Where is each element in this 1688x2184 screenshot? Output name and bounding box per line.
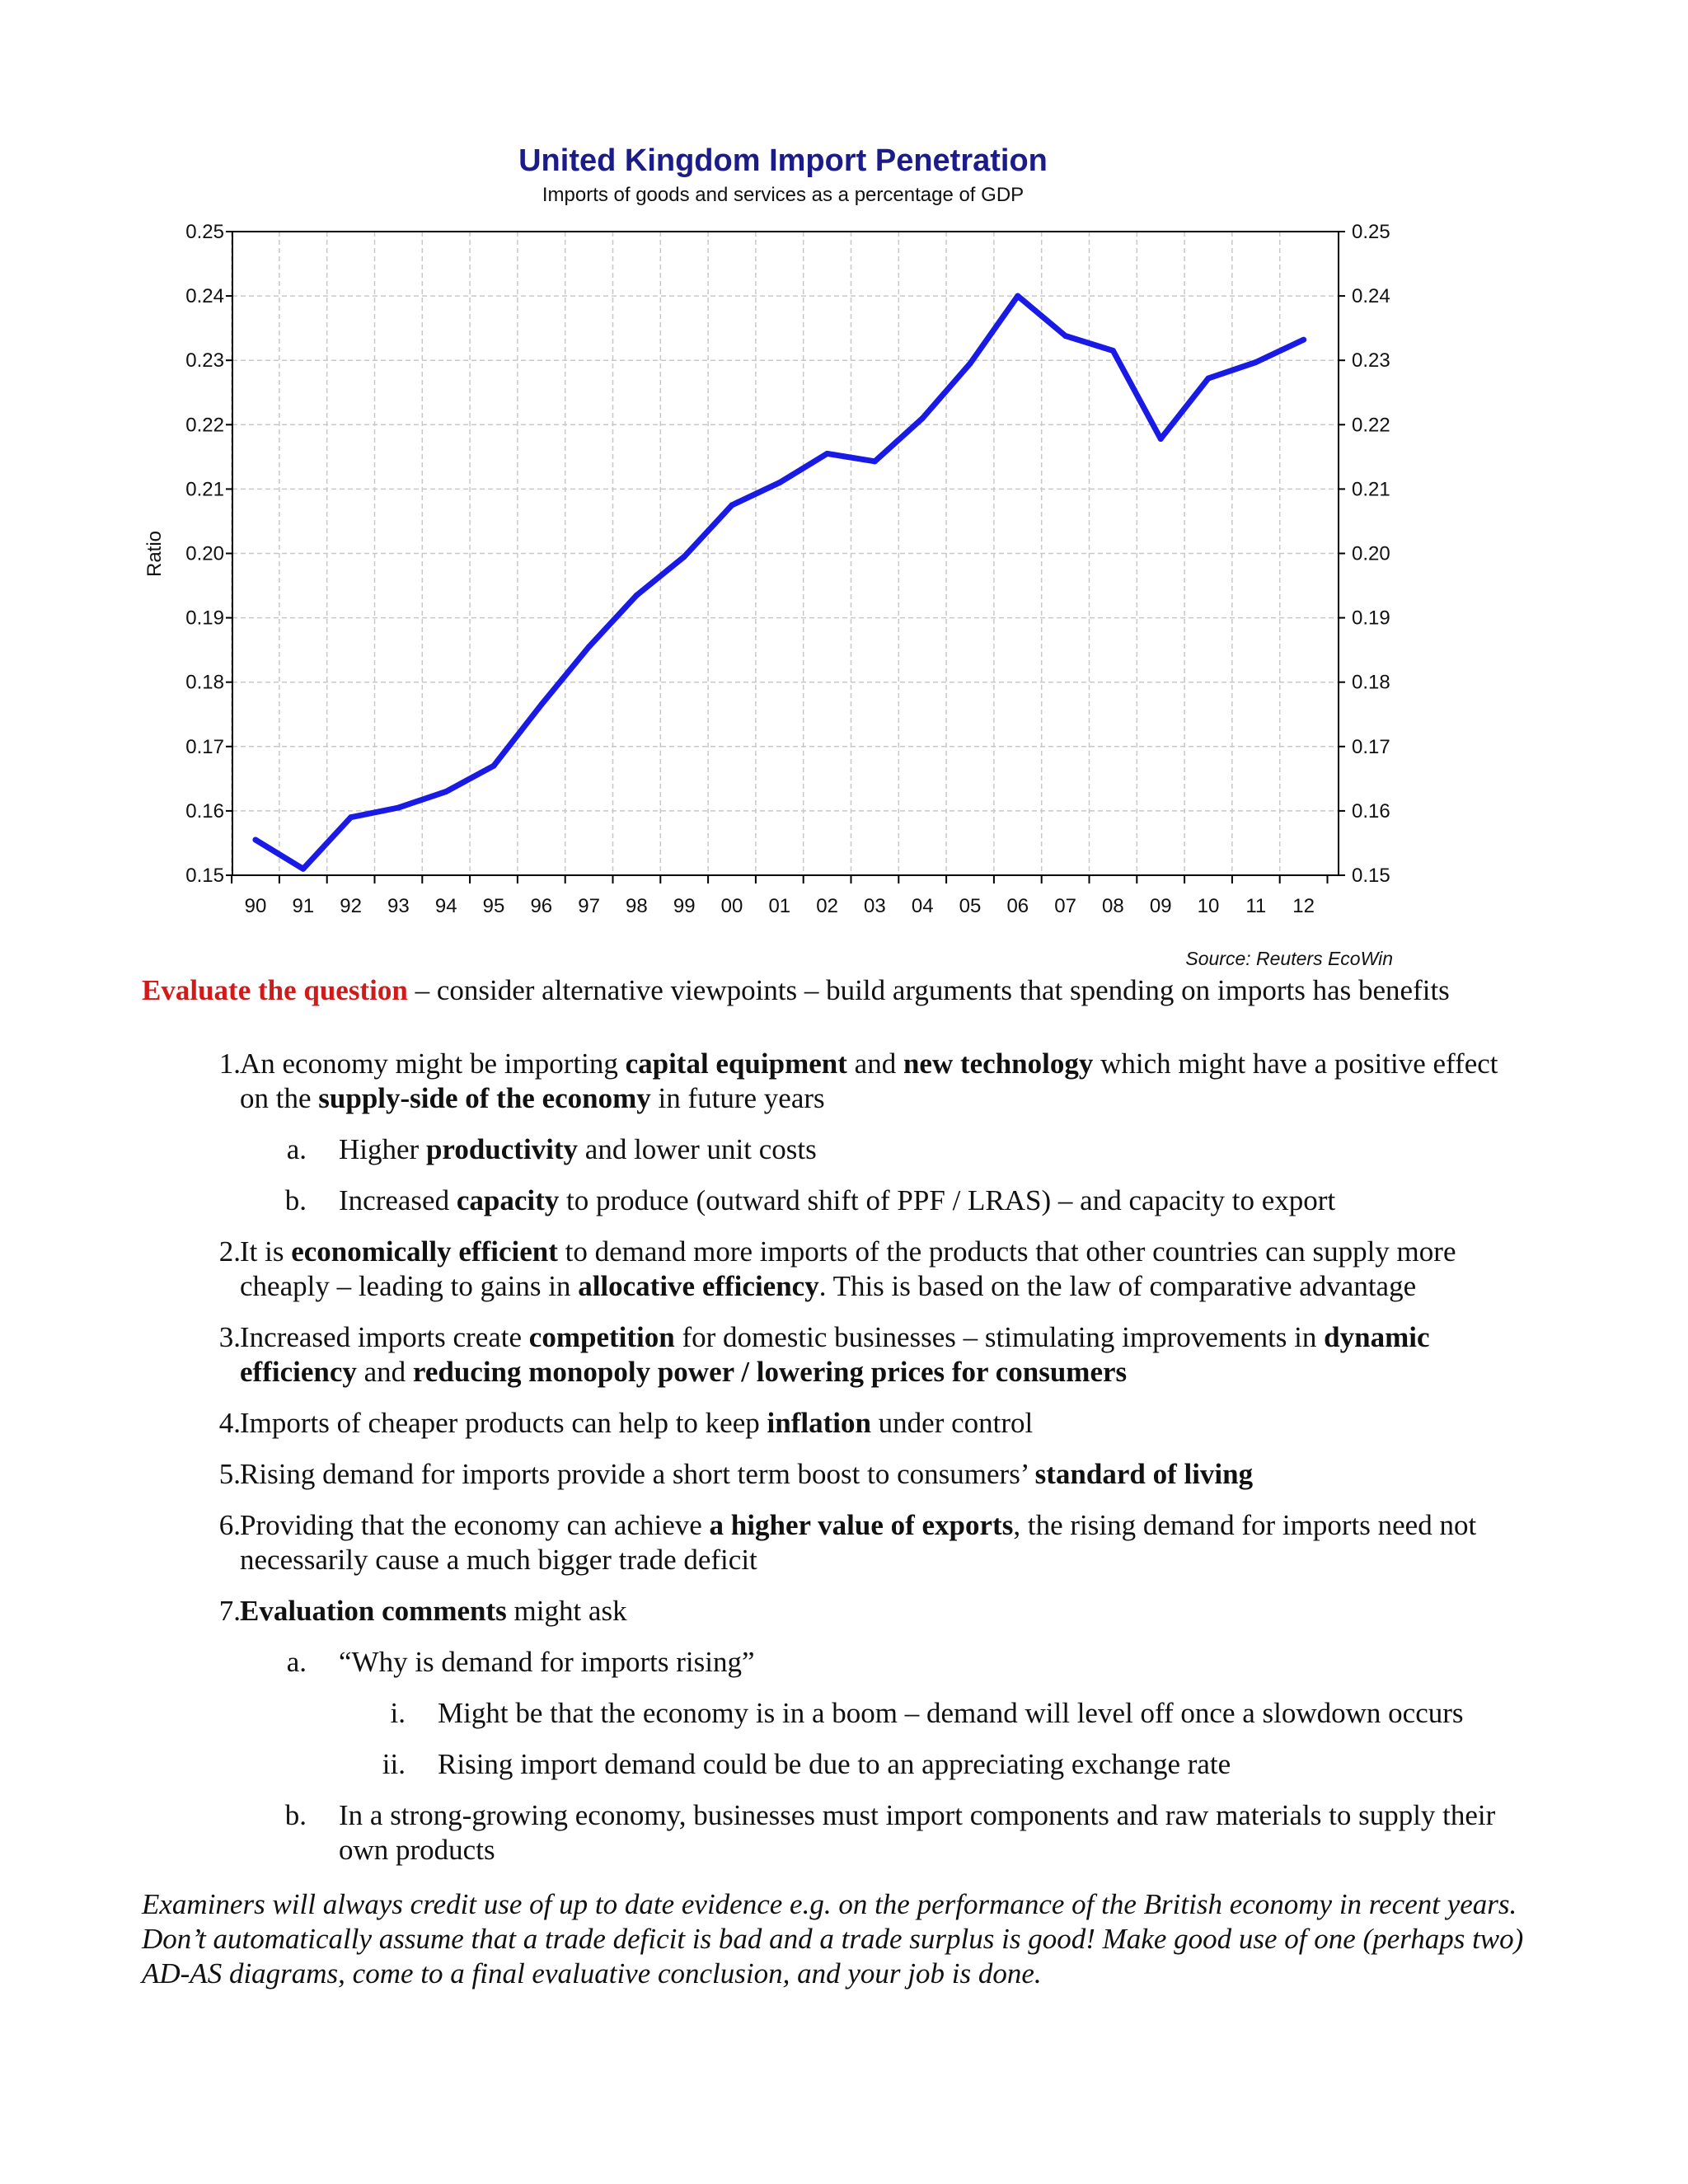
x-tick-label: 90	[244, 895, 267, 917]
data-point	[300, 866, 306, 872]
data-point	[1253, 359, 1259, 365]
x-tick-label: 94	[434, 895, 457, 917]
y-axis-left	[185, 221, 224, 887]
x-tick-label: 95	[482, 895, 505, 917]
list-item-text: “Why is demand for imports rising”	[339, 1646, 755, 1678]
x-tick-label: 98	[626, 895, 648, 917]
data-point	[1158, 436, 1164, 442]
y-tick-label-right: 0.21	[1352, 478, 1390, 501]
y-tick-label-right: 0.17	[1352, 735, 1390, 758]
list-item-text: Increased imports create competition for domestic businesses – stimulating improvements in dynamic efficiency and reducing monopoly power / lowering prices for consumers	[240, 1321, 1430, 1388]
data-point	[920, 415, 926, 421]
y-tick-label-left: 0.25	[185, 221, 224, 243]
y-tick-label-left: 0.20	[185, 542, 224, 565]
x-tick-label: 05	[959, 895, 982, 917]
series-group	[253, 293, 1307, 872]
data-point	[682, 554, 687, 560]
x-axis	[245, 895, 1315, 917]
intro-lead: Evaluate the question	[142, 974, 408, 1006]
y-tick-label-left: 0.15	[185, 865, 224, 887]
data-point	[729, 502, 735, 508]
x-tick-label: 02	[816, 895, 838, 917]
data-point	[491, 763, 497, 769]
list-item-text: Imports of cheaper products can help to keep inflation under control	[240, 1407, 1034, 1439]
data-point	[968, 361, 973, 367]
list-letter: a.	[286, 1646, 307, 1678]
series-line	[256, 296, 1304, 869]
x-tick-label: 09	[1149, 895, 1172, 917]
list-item-text: Evaluation comments might ask	[240, 1595, 627, 1627]
y-tick-label-right: 0.23	[1352, 349, 1390, 373]
y-tick-label-left: 0.22	[185, 414, 224, 437]
data-point	[1301, 337, 1306, 343]
y-tick-label-left: 0.21	[185, 478, 224, 501]
list-number: 7.	[218, 1595, 241, 1627]
list-item-text: In a strong-growing economy, businesses must import components and raw materials to supply their own products	[339, 1799, 1496, 1866]
x-tick-label: 12	[1292, 895, 1315, 917]
list-item-text: Providing that the economy can achieve a higher value of exports, the rising demand for imports need not necessarily cause a much bigger trade deficit	[240, 1509, 1477, 1576]
list-letter: a.	[286, 1133, 307, 1165]
y-tick-label-left: 0.23	[185, 349, 224, 373]
y-tick-label-right: 0.22	[1352, 414, 1390, 437]
data-point	[634, 593, 640, 598]
x-tick-label: 92	[340, 895, 362, 917]
x-tick-label: 96	[530, 895, 553, 917]
x-tick-label: 91	[292, 895, 315, 917]
data-point	[872, 458, 878, 464]
list-number: 4.	[218, 1407, 241, 1439]
intro-rest: – consider alternative viewpoints – build arguments that spending on imports has benefits	[407, 974, 1450, 1006]
data-point	[1015, 293, 1020, 299]
x-tick-label: 93	[387, 895, 410, 917]
y-axis-right	[1352, 221, 1390, 887]
y-tick-label-left: 0.24	[185, 285, 224, 308]
data-point	[1206, 376, 1212, 382]
closing-paragraph: Examiners will always credit use of up to date evidence e.g. on the performance of the British economy in recent years. Don’t automatically assume that a trade deficit is bad and a trade surplus is good! Make good use of one (perhaps two) AD-AS diagrams, come to a final evaluative conclusion, and your job is done.	[142, 1888, 1524, 1990]
list-item-text: An economy might be importing capital equipment and new technology which might have a positive effect on the supply-side of the economy in future years	[240, 1047, 1498, 1114]
x-tick-label: 07	[1054, 895, 1076, 917]
chart-ticks	[226, 232, 1345, 883]
list-item-text: Rising demand for imports provide a short term boost to consumers’ standard of living	[240, 1458, 1254, 1490]
list-number: 6.	[218, 1509, 241, 1541]
y-axis-label: Ratio	[143, 530, 166, 578]
y-tick-label-right: 0.16	[1352, 799, 1390, 823]
import-penetration-chart	[0, 0, 1688, 989]
chart-grid	[232, 232, 1339, 875]
data-point	[776, 480, 782, 485]
x-tick-label: 08	[1102, 895, 1124, 917]
data-point	[824, 451, 830, 457]
x-tick-label: 11	[1245, 895, 1267, 917]
list-number: 3.	[218, 1321, 241, 1353]
data-point	[348, 814, 354, 820]
x-tick-label: 99	[673, 895, 696, 917]
x-tick-label: 04	[911, 895, 934, 917]
y-tick-label-left: 0.19	[185, 607, 224, 630]
list-letter: b.	[284, 1799, 307, 1831]
list-item-text: Higher productivity and lower unit costs	[339, 1133, 817, 1165]
chart-subtitle: Imports of goods and services as a percentage of GDP	[542, 184, 1025, 206]
list-item-text: Rising import demand could be due to an appreciating exchange rate	[438, 1748, 1231, 1780]
x-tick-label: 00	[720, 895, 743, 917]
list-roman: ii.	[382, 1748, 406, 1780]
list-item-text: Increased capacity to produce (outward shift of PPF / LRAS) – and capacity to export	[339, 1184, 1336, 1216]
x-tick-label: 97	[578, 895, 600, 917]
list-roman: i.	[390, 1697, 406, 1729]
data-point	[538, 702, 544, 708]
list-number: 2.	[218, 1235, 241, 1268]
list-letter: b.	[284, 1184, 307, 1216]
y-tick-label-right: 0.24	[1352, 285, 1390, 308]
list-number: 1.	[218, 1047, 241, 1080]
list-item-text: Might be that the economy is in a boom – demand will level off once a slowdown occurs	[438, 1697, 1464, 1729]
data-point	[443, 789, 449, 794]
x-tick-label: 06	[1006, 895, 1029, 917]
y-tick-label-right: 0.19	[1352, 607, 1390, 630]
data-point	[586, 644, 592, 649]
y-tick-label-right: 0.20	[1352, 542, 1390, 565]
data-point	[1062, 333, 1068, 339]
intro-line	[142, 974, 1450, 1007]
y-tick-label-right: 0.25	[1352, 221, 1390, 243]
list-item-text: It is economically efficient to demand more imports of the products that other countries can supply more cheaply – leading to gains in allocative efficiency. This is based on the law of comparative advantage	[240, 1235, 1456, 1302]
x-tick-label: 10	[1197, 895, 1220, 917]
y-tick-label-left: 0.17	[185, 735, 224, 758]
chart-source: Source: Reuters EcoWin	[1185, 948, 1393, 969]
y-tick-label-right: 0.15	[1352, 865, 1390, 887]
chart-title: United Kingdom Import Penetration	[518, 143, 1048, 178]
data-point	[1110, 348, 1116, 354]
y-tick-label-left: 0.18	[185, 671, 224, 694]
x-tick-label: 01	[768, 895, 791, 917]
x-tick-label: 03	[864, 895, 886, 917]
y-tick-label-right: 0.18	[1352, 671, 1390, 694]
list-number: 5.	[218, 1458, 241, 1490]
data-point	[396, 804, 401, 810]
data-point	[253, 837, 259, 843]
y-tick-label-left: 0.16	[185, 799, 224, 823]
